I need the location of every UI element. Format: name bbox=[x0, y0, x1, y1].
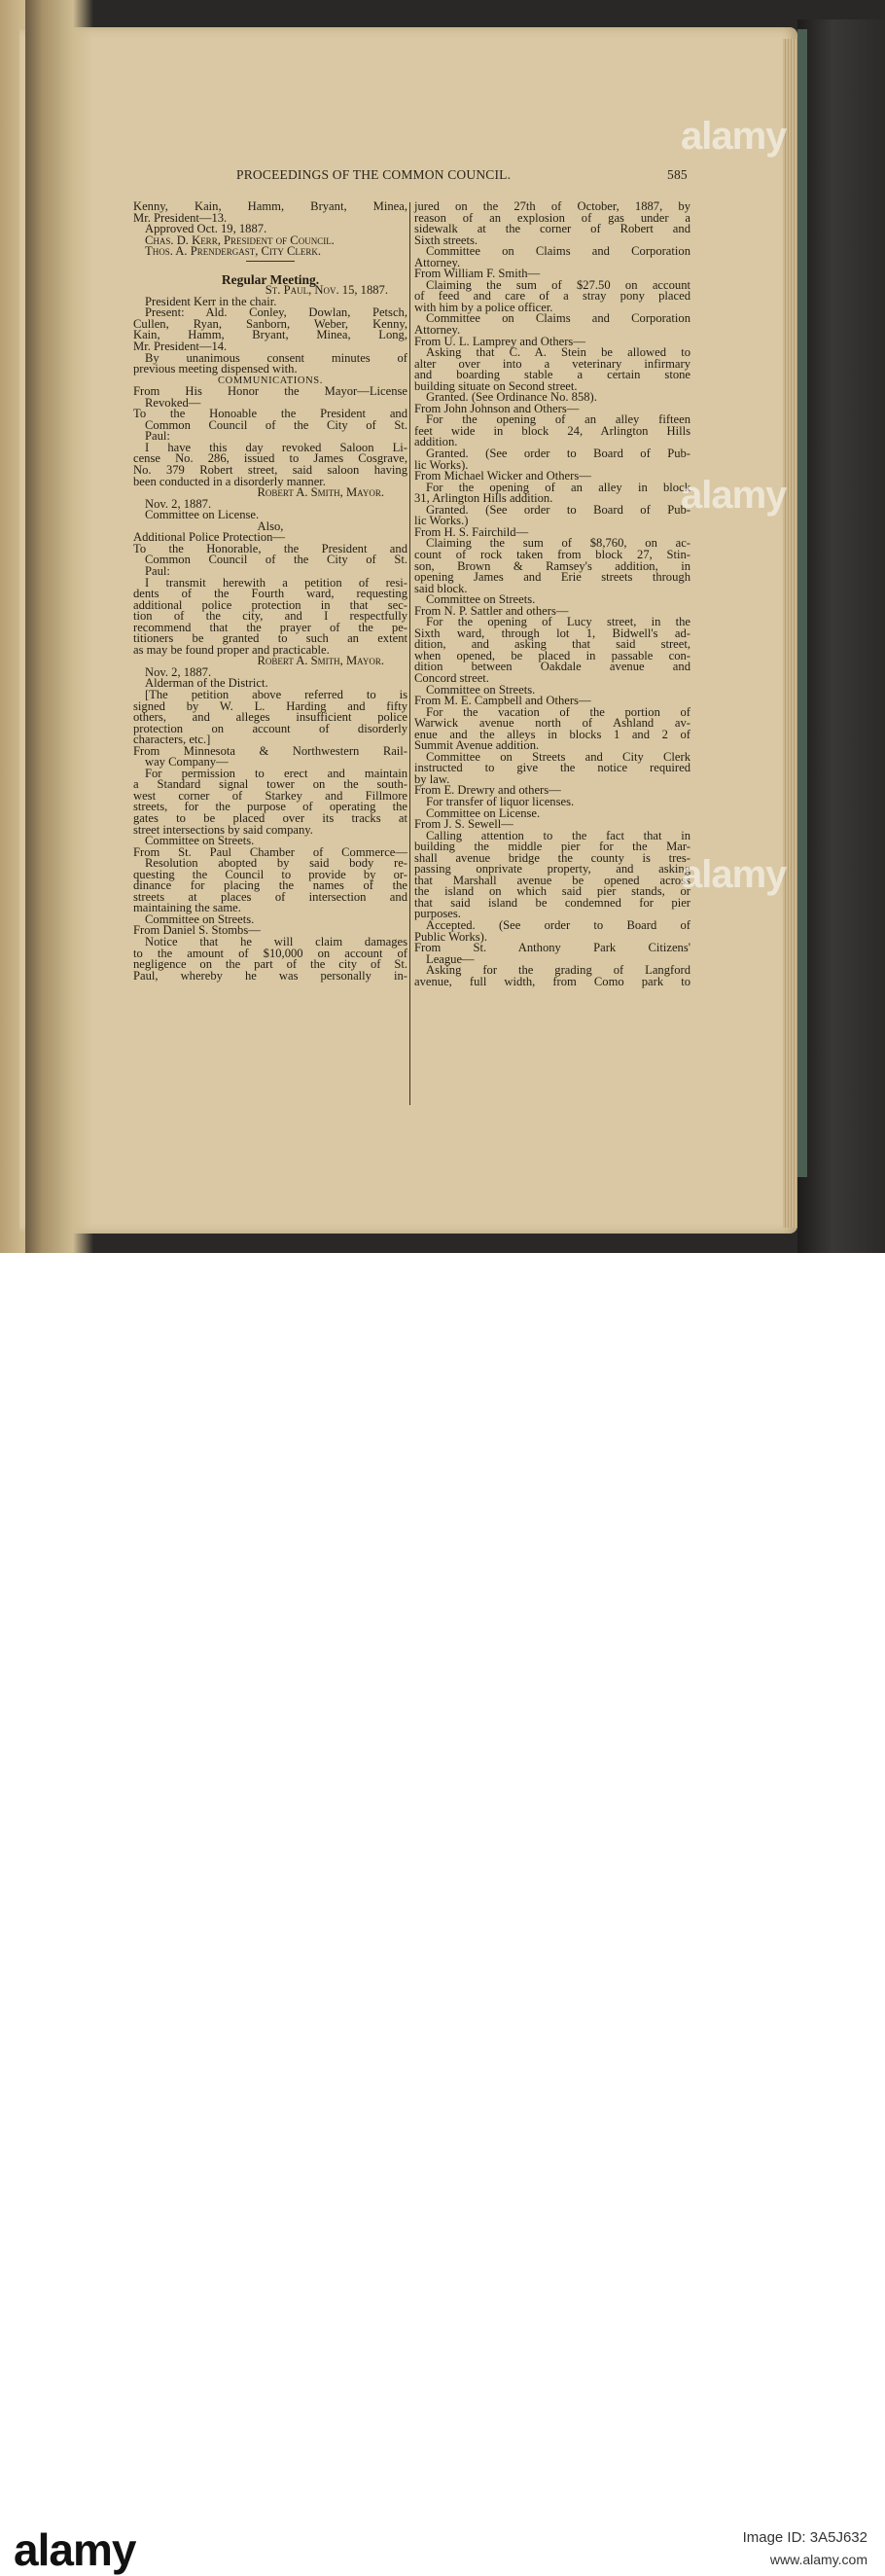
dateline: St. Paul, Nov. 15, 1887. bbox=[265, 283, 388, 298]
text-line: protection on account of disorderly bbox=[133, 721, 407, 735]
text-line: alter over into a veterinary infirmary bbox=[414, 356, 690, 371]
text-line: as may be found proper and practicable. bbox=[133, 642, 330, 657]
page-number: 585 bbox=[667, 167, 688, 182]
image-meta bbox=[743, 2527, 867, 2570]
text-line: that Marshall avenue be opened across bbox=[414, 873, 690, 887]
text-line: avenue, full width, from Como park to bbox=[414, 974, 690, 988]
text-line: with him by a police officer. bbox=[414, 300, 553, 314]
text-line: For the vacation of the portion of bbox=[426, 704, 690, 719]
text-line: cense No. 286, issued to James Cosgrave, bbox=[133, 451, 407, 466]
text-line: gates to be placed over its tracks at bbox=[133, 810, 407, 825]
text-line: Committee on Claims and Corporation bbox=[426, 244, 690, 259]
text-line: Granted. (See order to Board of Pub- bbox=[426, 502, 690, 517]
text-line: dinance for placing the names of the bbox=[133, 878, 407, 893]
text-line: President Kerr in the chair. bbox=[145, 294, 277, 308]
text-line: Granted. (See Ordinance No. 858). bbox=[426, 390, 597, 405]
text-line: I transmit herewith a petition of resi- bbox=[145, 575, 407, 590]
text-line: From Michael Wicker and Others— bbox=[414, 469, 591, 483]
left-column bbox=[133, 201, 407, 982]
text-line: Granted. (See order to Board of Pub- bbox=[426, 447, 690, 461]
text-line: Common Council of the City of St. bbox=[145, 417, 407, 432]
signature-line: Robert A. Smith, Mayor. bbox=[257, 485, 384, 500]
text-line: For the opening of Lucy street, in the bbox=[426, 615, 690, 629]
text-line: For transfer of liquor licenses. bbox=[426, 794, 575, 808]
text-line: Committee on Streets and City Clerk bbox=[426, 749, 690, 764]
text-line: Sixth ward, through lot 1, Bidwell's ad- bbox=[414, 626, 690, 640]
text-line: feet wide in block 24, Arlington Hills bbox=[414, 423, 690, 438]
text-line: From U. L. Lamprey and Others— bbox=[414, 334, 585, 348]
text-line: League— bbox=[426, 951, 475, 966]
text-line: jured on the 27th of October, 1887, by bbox=[414, 199, 690, 213]
section-heading: Regular Meeting. bbox=[221, 271, 320, 287]
text-line: instructed to give the notice required bbox=[414, 761, 690, 775]
text-line: and boarding stable a certain stone bbox=[414, 368, 690, 382]
text-line: From N. P. Sattler and others— bbox=[414, 603, 569, 618]
text-line: Common Council of the City of St. bbox=[145, 553, 407, 567]
text-line: Public Works). bbox=[414, 929, 488, 944]
text-line: way Company— bbox=[145, 755, 229, 769]
text-line: of feed and care of a stray pony placed bbox=[414, 289, 690, 304]
text-line: From John Johnson and Others— bbox=[414, 401, 580, 415]
text-line: Nov. 2, 1887. bbox=[145, 496, 212, 511]
text-line: Approved Oct. 19, 1887. bbox=[145, 222, 267, 236]
text-line: Concord street. bbox=[414, 670, 489, 685]
site-url: www.alamy.com bbox=[769, 2552, 867, 2567]
text-line: Committee on License. bbox=[145, 508, 260, 522]
text-line: Committee on Streets. bbox=[426, 682, 536, 697]
text-line: titioners be granted to such an extent bbox=[133, 631, 407, 646]
text-line: dents of the Fourth ward, requesting bbox=[133, 587, 407, 601]
text-line: For permission to erect and maintain bbox=[145, 766, 407, 780]
text-line: said block. bbox=[414, 581, 468, 595]
text-line: Kain, Hamm, Bryant, Minea, Long, bbox=[133, 328, 407, 342]
text-line: streets, for the purpose of operating the bbox=[133, 800, 407, 814]
text-line: Committee on Streets. bbox=[426, 592, 536, 607]
text-line: From St. Paul Chamber of Commerce— bbox=[133, 844, 407, 859]
stock-footer bbox=[0, 1253, 885, 2575]
signature-line: Robert A. Smith, Mayor. bbox=[257, 654, 384, 668]
text-line: when opened, be placed in passable con- bbox=[414, 648, 690, 662]
text-line: passing onprivate property, and asking bbox=[414, 862, 690, 877]
text-line: questing the Council to provide by or- bbox=[133, 867, 407, 881]
subheading: COMMUNICATIONS. bbox=[218, 375, 323, 386]
text-line: lic Works). bbox=[414, 457, 469, 472]
text-line: From J. S. Sewell— bbox=[414, 817, 513, 832]
text-line: Resolution abopted by said body re- bbox=[145, 856, 407, 871]
text-line: Committee on Streets. bbox=[145, 912, 255, 926]
text-line: by law. bbox=[414, 771, 450, 786]
text-line: previous meeting dispensed with. bbox=[133, 362, 298, 376]
text-line: Paul, whereby he was personally in- bbox=[133, 968, 407, 983]
text-line: Alderman of the District. bbox=[145, 676, 268, 691]
watermark-logo: alamy bbox=[681, 474, 787, 517]
text-line: 31, Arlington Hills addition. bbox=[414, 491, 553, 506]
text-line: [The petition above referred to is bbox=[145, 687, 407, 701]
text-line: been conducted in a disorderly manner. bbox=[133, 474, 326, 488]
text-line: west corner of Starkey and Fillmore bbox=[133, 788, 407, 803]
text-line: Warwick avenue north of Ashland av- bbox=[414, 716, 690, 731]
watermark-logo: alamy bbox=[681, 115, 787, 158]
right-column bbox=[414, 201, 690, 987]
text-line: For the opening of an alley fifteen bbox=[426, 412, 690, 427]
text-line: building the middle pier for the Mar- bbox=[414, 840, 690, 854]
text-line: Accepted. (See order to Board of bbox=[426, 918, 690, 932]
text-line: To the Honoable the President and bbox=[133, 407, 407, 421]
text-line: From William F. Smith— bbox=[414, 267, 541, 281]
text-line: From Daniel S. Stombs— bbox=[133, 923, 261, 938]
text-line: dition, and asking that said street, bbox=[414, 637, 690, 652]
text-line: that said island be condemned for pier bbox=[414, 895, 690, 910]
text-line: Additional Police Protection— bbox=[133, 530, 286, 545]
text-line: By unanimous consent minutes of bbox=[145, 350, 407, 365]
text-line: I have this day revoked Saloon Li- bbox=[145, 440, 407, 454]
text-line: No. 379 Robert street, said saloon having bbox=[133, 463, 407, 478]
text-line: Paul: bbox=[145, 563, 170, 578]
text-line: Committee on Claims and Corporation bbox=[426, 311, 690, 326]
book-gutter bbox=[25, 0, 93, 1253]
text-line: sidewalk at the corner of Robert and bbox=[414, 222, 690, 236]
text-line: signed by W. L. Harding and fifty bbox=[133, 698, 407, 713]
text-line: Asking for the grading of Langford bbox=[426, 963, 690, 978]
text-line: Attorney. bbox=[414, 323, 461, 338]
text-line: purposes. bbox=[414, 907, 461, 921]
text-line: Committee on Streets. bbox=[145, 834, 255, 848]
text-line: enue and the alleys in blocks 1 and 2 of bbox=[414, 727, 690, 741]
text-line: From Minnesota & Northwestern Rail- bbox=[133, 743, 407, 758]
text-line: Claiming the sum of $8,760, on ac- bbox=[426, 536, 690, 551]
cover-binding-edge bbox=[797, 29, 807, 1177]
text-line: dition between Oakdale avenue and bbox=[414, 660, 690, 674]
text-line: From M. E. Campbell and Others— bbox=[414, 694, 591, 708]
section-divider bbox=[246, 261, 295, 262]
text-line: From His Honor the Mayor—License bbox=[133, 384, 407, 399]
text-line: to the amount of $10,000 on account of bbox=[133, 946, 407, 960]
text-line: Paul: bbox=[145, 429, 170, 444]
text-line: reason of an explosion of gas under a bbox=[414, 210, 690, 225]
text-line: street intersections by said company. bbox=[133, 822, 313, 837]
text-line: addition. bbox=[414, 435, 458, 449]
text-line: Asking that C. A. Stein be allowed to bbox=[426, 345, 690, 360]
text-line: Notice that he will claim damages bbox=[145, 935, 407, 948]
text-line: count of rock taken from block 27, Stin- bbox=[414, 547, 690, 561]
text-line: son, Brown & Ramsey's addition, in bbox=[414, 558, 690, 573]
text-line: Mr. President—14. bbox=[133, 340, 228, 354]
signature-line: Thos. A. Prendergast, City Clerk. bbox=[145, 244, 322, 259]
text-line: Claiming the sum of $27.50 on account bbox=[426, 277, 690, 292]
text-line: Committee on License. bbox=[426, 805, 541, 820]
text-line: From E. Drewry and others— bbox=[414, 783, 561, 798]
text-line: To the Honorable, the President and bbox=[133, 541, 407, 555]
text-line: Calling attention to the fact that in bbox=[426, 828, 690, 842]
text-line: Summit Avenue addition. bbox=[414, 738, 540, 753]
watermark-logo: alamy bbox=[681, 853, 787, 896]
text-line: Mr. President—13. bbox=[133, 210, 228, 225]
text-line: Present: Ald. Conley, Dowlan, Petsch, bbox=[145, 305, 407, 320]
text-line: Revoked— bbox=[145, 395, 201, 410]
text-line: From H. S. Fairchild— bbox=[414, 524, 529, 539]
text-line: building situate on Second street. bbox=[414, 378, 578, 393]
scanned-book-photo bbox=[0, 0, 885, 1253]
text-line: streets at places of intersection and bbox=[133, 889, 407, 904]
column-rule bbox=[409, 202, 410, 1105]
text-line: characters, etc.] bbox=[133, 733, 211, 747]
text-line: From St. Anthony Park Citizens' bbox=[414, 941, 690, 955]
text-line: Sixth streets. bbox=[414, 233, 478, 247]
text-line: a Standard signal tower on the south- bbox=[133, 777, 407, 792]
text-line: shall avenue bridge the county is tres- bbox=[414, 850, 690, 865]
text-line: maintaining the same. bbox=[133, 901, 241, 915]
text-line: Nov. 2, 1887. bbox=[145, 664, 212, 679]
text-line: recommend that the prayer of the pe- bbox=[133, 620, 407, 634]
text-line: opening James and Erie streets through bbox=[414, 570, 690, 585]
text-line: Also, bbox=[257, 519, 284, 533]
text-line: others, and alleges insufficient police bbox=[133, 710, 407, 725]
text-line: tion of the city, and I respectfully bbox=[133, 609, 407, 624]
text-line: For the opening of an alley in block bbox=[426, 480, 690, 494]
running-head: PROCEEDINGS OF THE COMMON COUNCIL. bbox=[236, 167, 512, 182]
book-cover bbox=[797, 19, 885, 1253]
text-line: Attorney. bbox=[414, 255, 461, 269]
text-line: Cullen, Ryan, Sanborn, Weber, Kenny, bbox=[133, 316, 407, 331]
text-line: lic Works.) bbox=[414, 514, 469, 528]
text-line: Kenny, Kain, Hamm, Bryant, Minea, bbox=[133, 199, 407, 213]
text-line: additional police protection in that sec- bbox=[133, 597, 407, 612]
image-id: Image ID: 3A5J632 bbox=[742, 2529, 867, 2546]
alamy-logo: alamy bbox=[14, 2524, 136, 2575]
text-line: negligence on the part of the city of St. bbox=[133, 957, 407, 972]
text-line: the island on which said pier stands, or bbox=[414, 884, 690, 899]
signature-line: Chas. D. Kerr, President of Council. bbox=[145, 233, 335, 247]
